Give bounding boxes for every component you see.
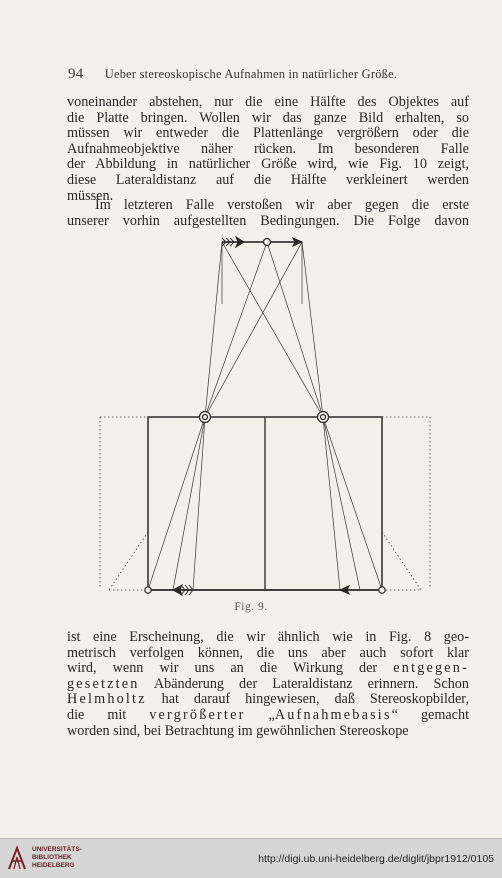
paragraph-3 (67, 630, 469, 739)
text-line (67, 708, 469, 724)
text-line: müssen. (67, 188, 114, 204)
text-span: Abänderung der Lateraldistanz erinnern. Schon (153, 676, 469, 692)
logo-line: HEIDELBERG (32, 862, 75, 869)
figure-9-diagram (95, 232, 435, 612)
text-line (67, 692, 469, 708)
text-line: Im letzteren Falle verstoßen wir aber gegen die erste (95, 198, 469, 213)
text-span: hat darauf hingewiesen, daß Stereoskopbilder, (161, 692, 469, 708)
logo-line: BIBLIOTHEK (32, 854, 72, 861)
text-line: der Abbildung in natürlicher Größe wird, wie Fig. 10 zeigt, (67, 157, 469, 173)
dotted-ray (382, 532, 421, 590)
paragraph-1 (67, 95, 469, 204)
text-line (67, 677, 469, 693)
text-line: Aufnahmeobjektive näher rücken. Im besonderen Falle (67, 141, 469, 157)
text-line: müssen wir entweder die Plattenlänge vergrößern oder die (67, 126, 469, 142)
text-span: “ gemacht (391, 707, 469, 723)
text-line: metrisch verfolgen können, die uns aber auch sofort klar (67, 645, 469, 661)
page-number: 94 (68, 66, 84, 82)
spaced-text: gesetzten (67, 676, 140, 692)
text-span: die mit (67, 707, 127, 723)
text-line: diese Lateraldistanz auf die Hälfte verkleinert werden (67, 172, 469, 188)
running-header (68, 66, 468, 83)
logo-line: UNIVERSITÄTS- (32, 846, 82, 853)
spaced-text: Helmholtz (67, 692, 147, 708)
text-line (67, 661, 469, 677)
library-logo-text (32, 846, 82, 870)
figure-caption: Fig. 9. (234, 601, 268, 613)
paragraph-2 (67, 198, 469, 229)
running-title: Ueber stereoskopische Aufnahmen in natürlicher Größe. (104, 67, 398, 81)
source-url-link[interactable]: http://digi.ub.uni-heidelberg.de/diglit/jbpr1912/0105 (258, 853, 494, 865)
text-line: die Platte bringen. Wollen wir das ganze Bild erhalten, so (67, 110, 469, 126)
dotted-ray (109, 532, 148, 590)
spaced-text: entgegen- (393, 661, 469, 677)
text-line: worden sind, bei Betrachtung im gewöhnlichen Stereoskope (67, 723, 409, 739)
spaced-text: vergrößerter (149, 707, 246, 723)
library-footer (0, 838, 502, 878)
text-line: ist eine Erscheinung, die wir ähnlich wie in Fig. 8 geo- (67, 630, 469, 645)
text-line: voneinander abstehen, nur die eine Hälfte des Objektes auf (67, 95, 469, 110)
text-span: „ (268, 707, 275, 723)
text-span: wird, wenn wir uns an die Wirkung der (67, 661, 378, 677)
spaced-text: Aufnahmebasis (274, 707, 392, 723)
library-logo-icon (6, 845, 28, 871)
text-line: unserer vorhin aufgestellten Bedingungen. Die Folge davon (67, 213, 469, 229)
